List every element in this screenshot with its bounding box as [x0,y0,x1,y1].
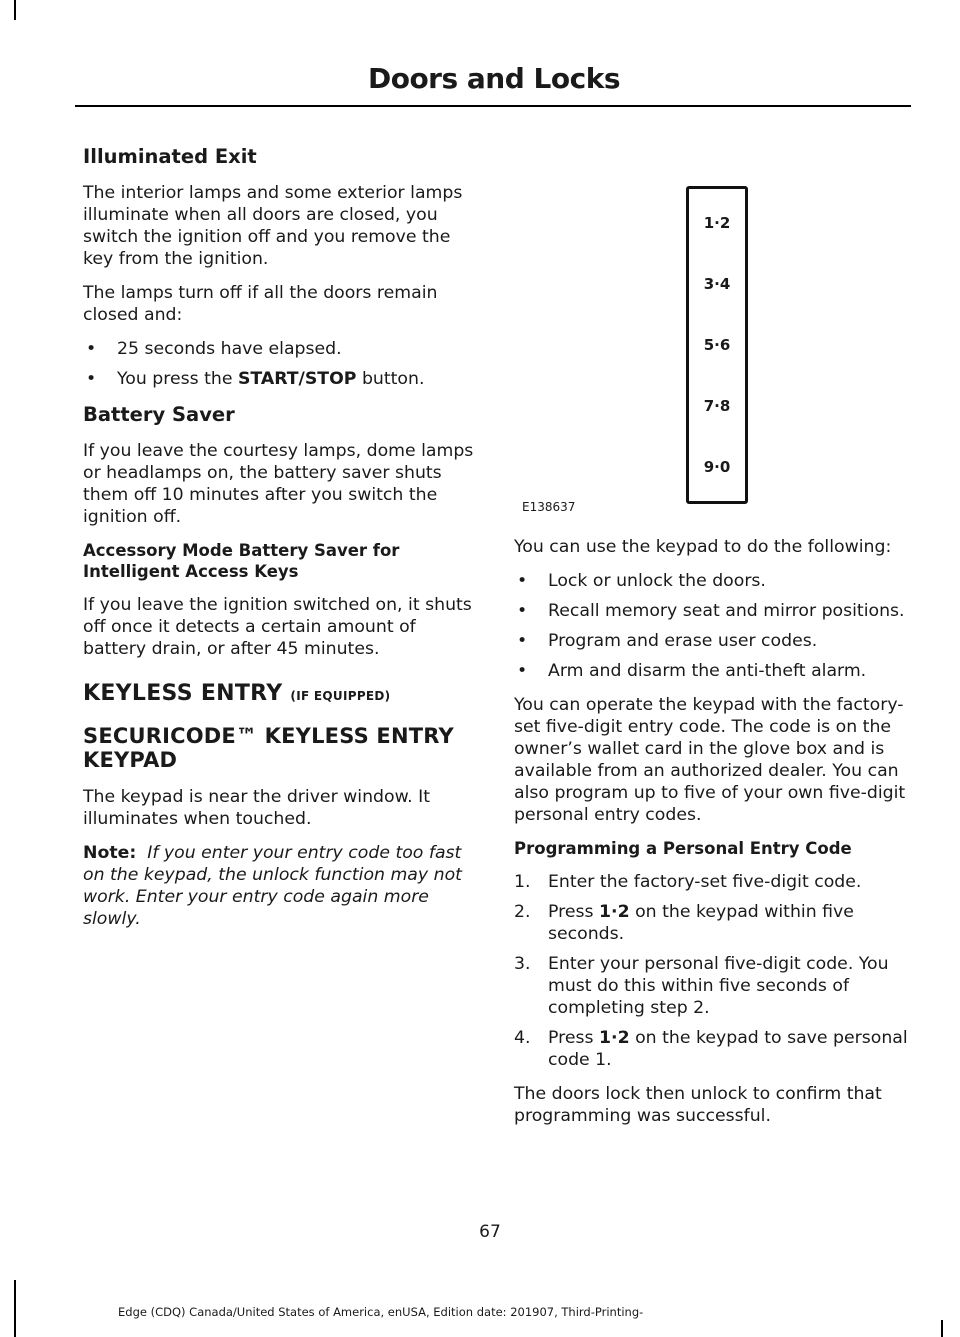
keypad-key-7-8: 7·8 [703,397,731,415]
list-item-text: Arm and disarm the anti-theft alarm. [548,661,867,681]
keypad-location-paragraph: The keypad is near the driver window. It illuminates when touched. [83,787,430,829]
step-text: Press [548,1028,599,1048]
step-text: on the keypad to save personal code 1. [548,1028,908,1070]
header-rule [75,105,911,107]
keypad-key-3-4: 3·4 [703,275,731,293]
step-text: on the keypad within five seconds. [548,902,854,944]
key-label: 1·2 [598,1028,630,1048]
illuminated-exit-heading: Illuminated Exit [83,145,257,168]
step-number: 3. [514,954,531,974]
keypad-key-1-2: 1·2 [703,214,731,232]
securicode-keypad-heading: SECURICODE™ KEYLESS ENTRY KEYPAD [83,724,454,772]
keyless-entry-title: KEYLESS ENTRY [83,681,283,706]
list-item: • Recall memory seat and mirror positions. [517,601,905,621]
illuminated-exit-paragraph-1: The interior lamps and some exterior lamps illuminate when all doors are closed, you switch the ignition off and you remove the key from the ignition. [83,183,463,269]
list-item-text: 25 seconds have elapsed. [117,339,342,359]
keypad-operate-paragraph: You can operate the keypad with the factory-set five-digit entry code. The code is on the owner’s wallet card in the glove box and is available from an authorized dealer. You can also program up to five of your own five-digit personal entry codes. [514,695,906,825]
list-item-text: You press the [117,369,238,389]
programming-steps [514,871,909,1071]
key-label: 1·2 [598,902,630,922]
list-item-text: button. [356,369,425,389]
step-text: Enter the factory-set five-digit code. [548,872,862,892]
note-text: If you enter your entry code too fast on the keypad, the unlock function may not work. Enter your entry code again more slowly. [83,843,462,929]
list-item: • 25 seconds have elapsed. [86,339,342,359]
list-item: • Lock or unlock the doors. [517,571,766,591]
step-number: 1. [514,872,531,892]
list-item-text: Program and erase user codes. [548,631,818,651]
figure-id: E138637 [522,500,576,514]
page-number: 67 [479,1222,501,1242]
if-equipped-label: (IF EQUIPPED) [290,689,391,703]
keyless-entry-heading [83,680,475,710]
keypad-body [686,186,748,504]
keypad-note [83,842,475,930]
battery-saver-heading: Battery Saver [83,403,235,426]
illuminated-exit-paragraph-2: The lamps turn off if all the doors remain closed and: [83,283,438,325]
step-item [514,871,909,893]
keypad-key-9-0: 9·0 [703,458,731,476]
list-item: • Program and erase user codes. [517,631,818,651]
keypad-intro-paragraph: You can use the keypad to do the following: [514,537,892,557]
list-item: • You press the START/STOP button. [86,369,425,389]
closing-paragraph: The doors lock then unlock to confirm that programming was successful. [514,1084,882,1126]
step-item [514,953,909,1019]
list-item-text: Lock or unlock the doors. [548,571,766,591]
right-column [514,536,909,1139]
keypad-illustration [514,178,754,518]
list-item-text: Recall memory seat and mirror positions. [548,601,905,621]
note-label: Note: [83,843,137,863]
start-stop-label: START/STOP [237,369,357,389]
step-item [514,901,909,945]
battery-saver-paragraph: If you leave the courtesy lamps, dome lamps or headlamps on, the battery saver shuts them off 10 minutes after you switch the ignition off. [83,441,474,527]
list-item: • Arm and disarm the anti-theft alarm. [517,661,867,681]
keypad-functions-list [514,570,909,682]
page-title: Doors and Locks [367,62,620,95]
crop-mark-bottom-left [14,1280,16,1337]
step-item [514,1027,909,1071]
accessory-mode-heading: Accessory Mode Battery Saver for Intelligent Access Keys [83,541,400,581]
accessory-mode-paragraph: If you leave the ignition switched on, it shuts off once it detects a certain amount of battery drain, or after 45 minutes. [83,595,472,659]
step-text: Enter your personal five-digit code. You must do this within five seconds of completing step 2. [548,954,889,1018]
programming-heading: Programming a Personal Entry Code [514,839,852,858]
footer-edition-text: Edge (CDQ) Canada/United States of America, enUSA, Edition date: 201907, Third-Printing- [118,1305,644,1319]
step-number: 2. [514,902,531,922]
step-text: Press [548,902,599,922]
keypad-key-5-6: 5·6 [703,336,731,354]
left-column [83,144,475,942]
crop-mark-top-left [14,0,16,20]
illuminated-exit-list [83,338,475,390]
crop-mark-bottom-right [941,1320,943,1337]
step-number: 4. [514,1028,531,1048]
